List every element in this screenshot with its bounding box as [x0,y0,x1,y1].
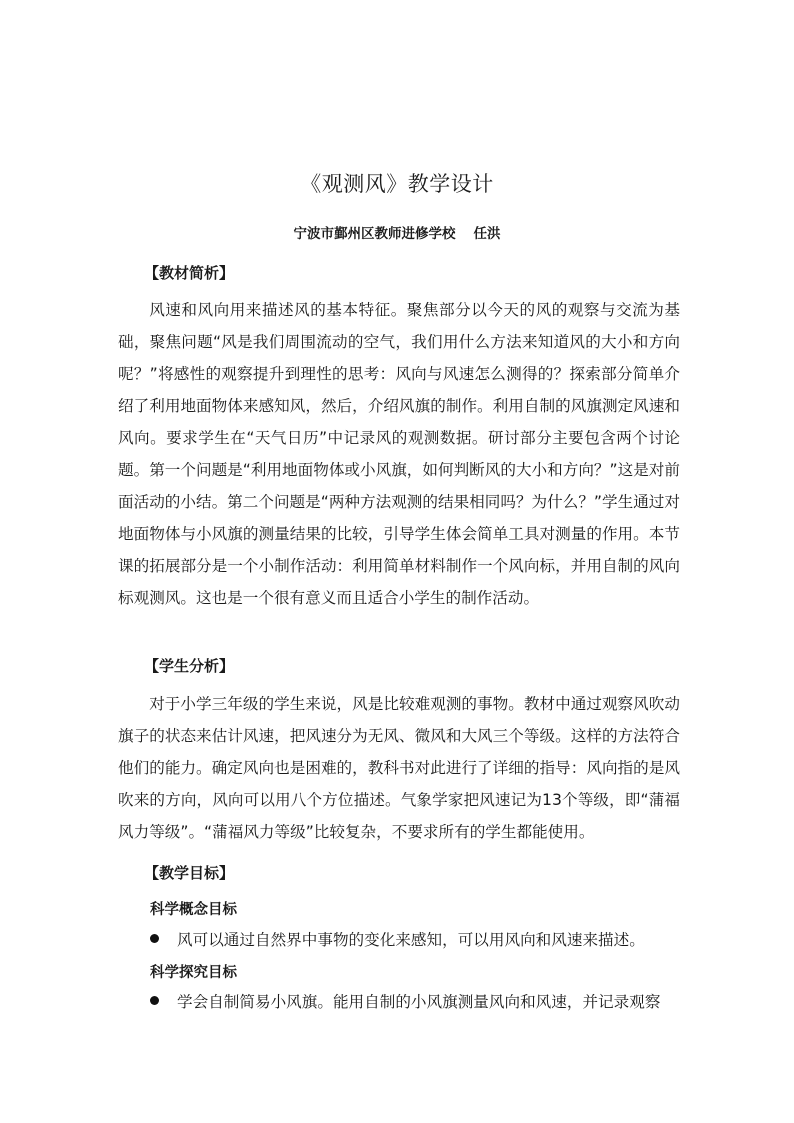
author-organization: 宁波市鄞州区教师进修学校 [293,226,456,242]
objective-bullet-concept [150,924,690,956]
bullet-dot-icon [150,996,159,1005]
objective-bullet-inquiry [150,986,690,1018]
student-analysis-paragraph: 对于小学三年级的学生来说，风是比较难观测的事物。教材中通过观察风吹动旗子的状态来估计风速，把风速分为无风、微风和大风三个等级。这样的方法符合他们的能力。确定风向也是困难的，教科书对此进行了详细的指导：风向指的是风吹来的方向，风向可以用八个方位描述。气象学家把风速记为13个等级，即“蒲福风力等级”。“蒲福风力等级”比较复杂，不要求所有的学生都能使用。 [118,695,680,841]
material-analysis-paragraph: 风速和风向用来描述风的基本特征。聚焦部分以今天的风的观察与交流为基础，聚焦问题“风是我们周围流动的空气，我们用什么方法来知道风的大小和方向呢？”将感性的观察提升到理性的思考：风向与风速怎么测得的？探索部分简单介绍了利用地面物体来感知风，然后，介绍风旗的制作。利用自制的风旗测定风速和风向。要求学生在“天气日历”中记录风的观测数据。研讨部分主要包含两个讨论题。第一个问题是“利用地面物体或小风旗，如何判断风的大小和方向？”这是对前面活动的小结。第二个问题是“两种方法观测的结果相同吗？为什么？”学生通过对地面物体与小风旗的测量结果的比较，引导学生体会简单工具对测量的作用。本节课的拓展部分是一个小制作活动：利用简单材料制作一个风向标，并用自制的风向标观测风。这也是一个很有意义而且适合小学生的制作活动。 [118,301,680,607]
section-heading-material-analysis: 【教材简析】 [144,264,235,282]
objective-bullet-text: 风可以通过自然界中事物的变化来感知，可以用风向和风速来描述。 [177,931,645,949]
bullet-dot-icon [150,934,159,943]
document-title: 《观测风》教学设计 [300,172,494,196]
objective-subheading-inquiry: 科学探究目标 [150,965,237,981]
objective-subheading-concept: 科学概念目标 [150,902,237,918]
author-line [0,222,794,242]
author-name: 任洪 [473,226,501,242]
objective-bullet-text: 学会自制简易小风旗。能用自制的小风旗测量风向和风速，并记录观察 [177,993,661,1011]
section-heading-student-analysis: 【学生分析】 [144,657,235,675]
section-heading-teaching-objectives: 【教学目标】 [144,864,235,882]
